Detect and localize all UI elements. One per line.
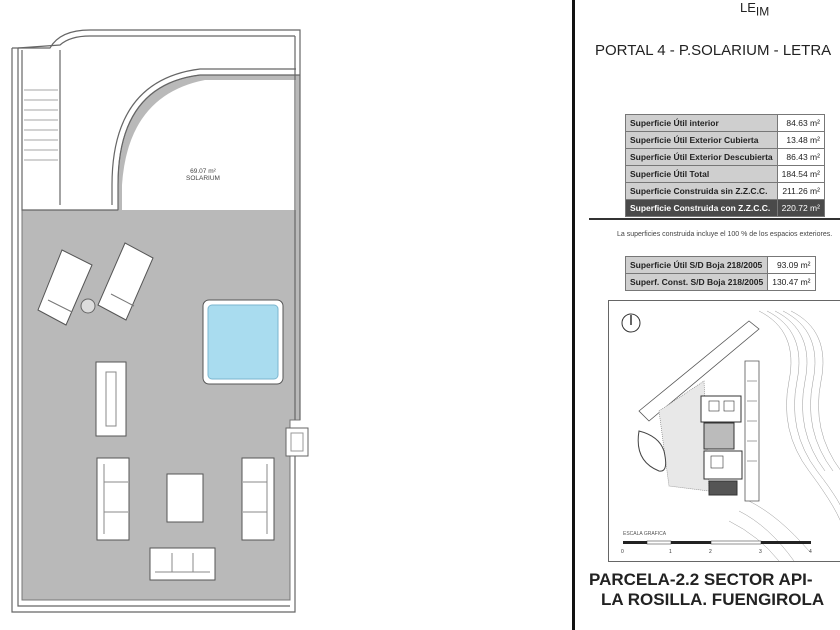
scale-tick: 1 [669, 549, 672, 555]
divider [589, 218, 840, 220]
scale-tick: 0 [621, 549, 624, 555]
table-row: Superficie Útil interior 84.63 m² [626, 115, 825, 132]
north-arrow-icon [622, 314, 640, 332]
scale-bar [623, 541, 811, 544]
surface-note: La superficies construida incluye el 100 % de los espacios exteriores. [617, 231, 833, 238]
scale-label: ESCALA GRAFICA [623, 531, 667, 537]
scale-tick: 2 [709, 549, 712, 555]
info-sheet [572, 0, 840, 630]
site-plan-drawing [609, 301, 840, 561]
portal-title: PORTAL 4 - P.SOLARIUM - LETRA [595, 42, 832, 59]
table-row: Superficie Útil Exterior Descubierta 86.43 m² [626, 149, 825, 166]
solarium-area: 69.07 m² [190, 168, 216, 175]
table-row: Superficie Útil S/D Boja 218/2005 93.09 m² [626, 257, 816, 274]
boja-table [625, 256, 816, 291]
solarium-label [186, 168, 220, 182]
table-row: Superficie Útil Exterior Cubierta 13.48 m² [626, 132, 825, 149]
site-map [608, 300, 840, 562]
solarium-name: SOLARIUM [186, 175, 220, 182]
logo: $LE_{IM}$ [740, 0, 770, 19]
table-row: Superficie Construida sin Z.Z.C.C. 211.26 m² [626, 183, 825, 200]
surfaces-table [625, 114, 825, 217]
scale-tick: 3 [759, 549, 762, 555]
table-row: Superficie Construida con Z.Z.C.C. 220.72 m² [626, 200, 825, 217]
table-row: Superficie Útil Total 184.54 m² [626, 166, 825, 183]
table-row: Superf. Const. S/D Boja 218/2005 130.47 m² [626, 274, 816, 291]
scale-tick: 4 [809, 549, 812, 555]
parcela-title: PARCELA-2.2 SECTOR API- LA ROSILLA. FUENGIROLA [589, 570, 825, 609]
